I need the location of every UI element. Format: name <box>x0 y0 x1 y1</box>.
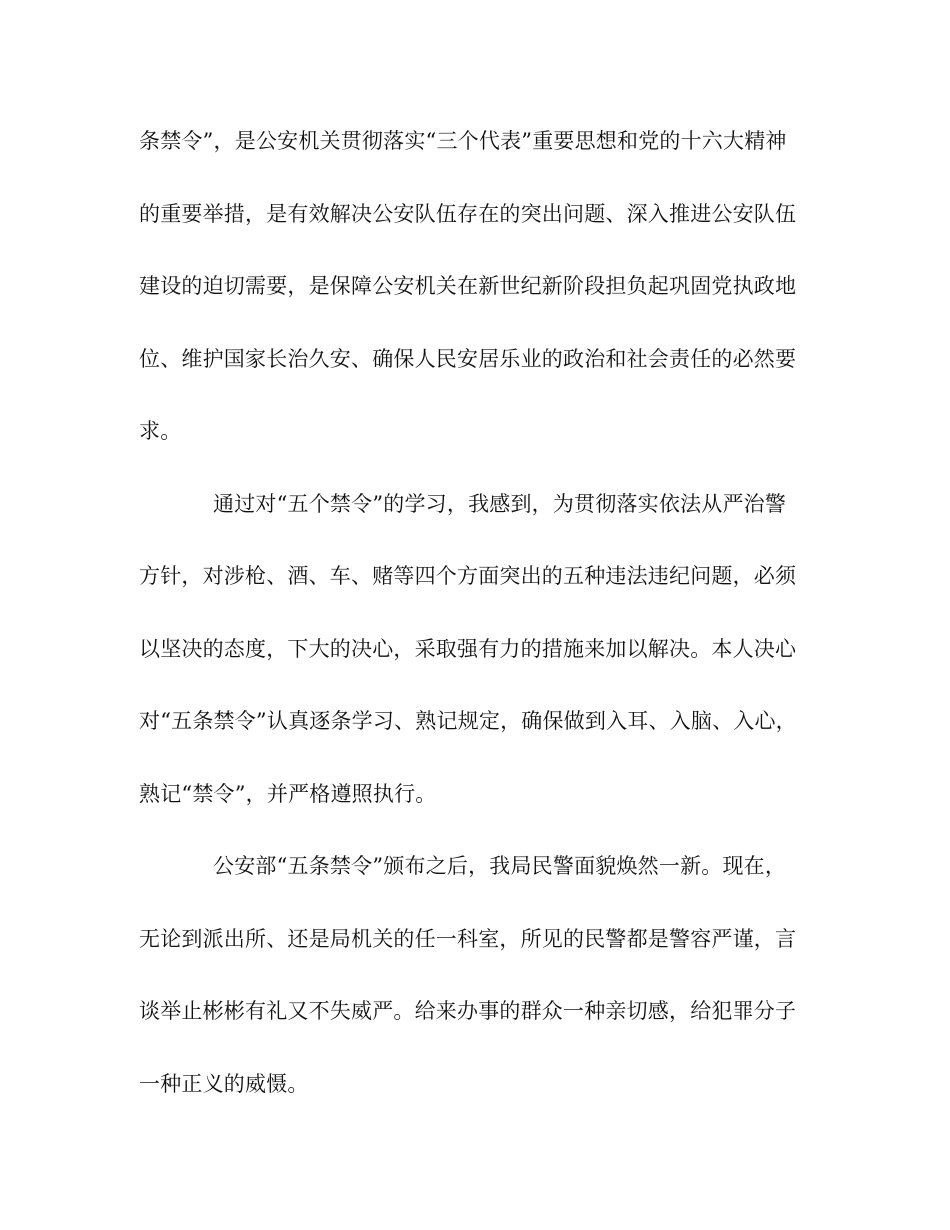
paragraph-1-line-2: 的重要举措，是有效解决公安队伍存在的突出问题、深入推进公安队伍 <box>139 202 797 226</box>
paragraph-1-line-3: 建设的迫切需要，是保障公安机关在新世纪新阶段担负起巩固党执政地 <box>139 274 797 298</box>
paragraph-2-line-1: 通过对“五个禁令”的学习，我感到，为贯彻落实依法从严治警 <box>213 492 787 516</box>
paragraph-1-line-1: 条禁令”，是公安机关贯彻落实“三个代表”重要思想和党的十六大精神 <box>139 129 787 153</box>
paragraph-2-line-2: 方针，对涉枪、酒、车、赌等四个方面突出的五种违法违纪问题，必须 <box>139 564 797 588</box>
paragraph-1-line-5: 求。 <box>139 419 182 443</box>
paragraph-3-line-1: 公安部“五条禁令”颁布之后，我局民警面貌焕然一新。现在， <box>213 854 787 878</box>
paragraph-3-line-2: 无论到派出所、还是局机关的任一科室，所见的民警都是警容严谨，言 <box>139 927 797 951</box>
paragraph-3-line-3: 谈举止彬彬有礼又不失威严。给来办事的群众一种亲切感，给犯罪分子 <box>139 999 797 1023</box>
paragraph-2-line-4: 对“五条禁令”认真逐条学习、熟记规定，确保做到入耳、入脑、入心， <box>139 709 797 733</box>
paragraph-2-line-5: 熟记“禁令”，并严格遵照执行。 <box>139 782 437 806</box>
paragraph-2-line-3: 以坚决的态度，下大的决心，采取强有力的措施来加以解决。本人决心 <box>139 637 797 661</box>
paragraph-1-line-4: 位、维护国家长治久安、确保人民安居乐业的政治和社会责任的必然要 <box>139 347 797 371</box>
paragraph-3-line-4: 一种正义的威慑。 <box>139 1072 309 1096</box>
